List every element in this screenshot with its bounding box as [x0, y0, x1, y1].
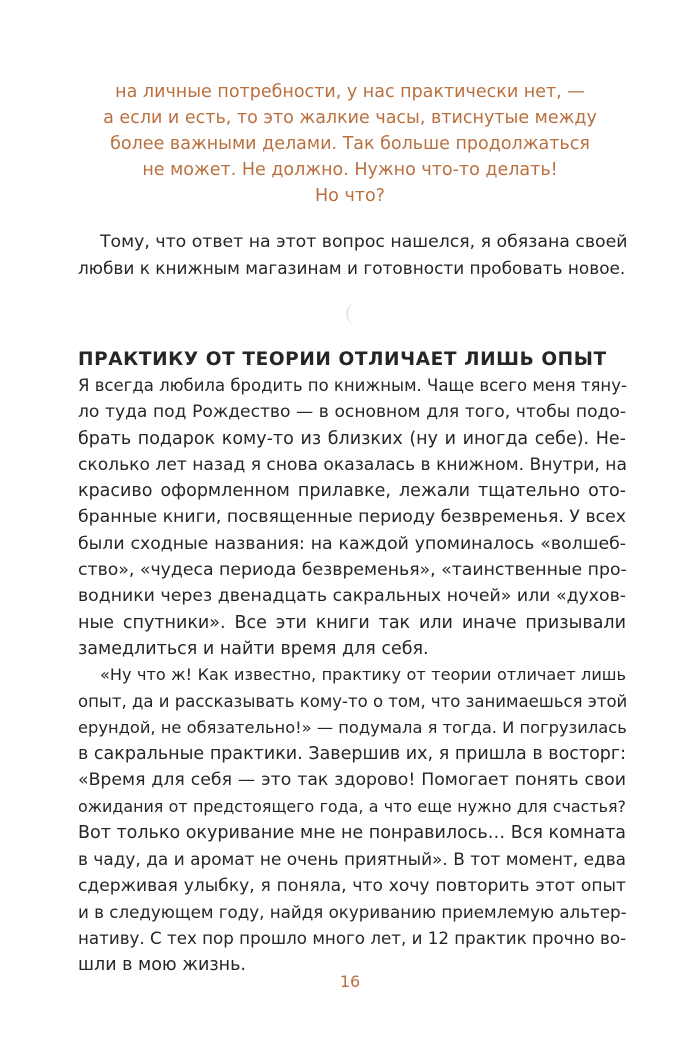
text-line: ерундой, не обязательно!» — подумала я тогда. И погрузилась: [78, 717, 627, 737]
body-text: [78, 373, 626, 978]
highlighted-quote: [100, 79, 600, 209]
quote-line: на личные потребности, у нас практически нет, —: [115, 82, 585, 102]
page-number: 16: [339, 972, 361, 991]
text-line: опыт, да и рассказывать кому-то о том, что занимаешься этой: [78, 691, 628, 711]
intro-paragraph: [78, 229, 626, 281]
text-line: и в следующем году, найдя окуриванию приемлемую альтер-: [78, 901, 627, 922]
text-line: брать подарок кому-то из близких (ну и иногда себе). Не-: [78, 428, 626, 449]
text-line: нативу. С тех пор прошло много лет, и 12 практик прочно во-: [78, 928, 627, 949]
text-line: сколько лет назад я снова оказалась в книжном. Внутри, на: [78, 454, 627, 475]
text-line: Вот только окуривание мне не понравилось… Вся комната: [78, 823, 627, 844]
text-line: «Ну что ж! Как известно, практику от теории отличает лишь: [100, 665, 626, 685]
intro-line: любви к книжным магазинам и готовности пробовать новое.: [78, 258, 626, 278]
text-line: в чаду, да и аромат не очень приятный». В тот момент, едва: [78, 849, 626, 870]
quote-line: более важными делами. Так больше продолжаться: [110, 134, 590, 154]
text-line: шли в мою жизнь.: [78, 954, 246, 975]
text-line: в сакральные практики. Завершив их, я пришла в восторг:: [78, 744, 626, 765]
text-line: ные спутники». Все эти книги так или иначе призывали: [78, 612, 626, 633]
text-line: красиво оформленном прилавке, лежали тщательно ото-: [78, 481, 626, 502]
text-line: замедлиться и найти время для себя.: [78, 638, 429, 659]
text-line: Я всегда любила бродить по книжным. Чаще всего меня тяну-: [78, 376, 627, 395]
text-line: «Время для себя — это так здорово! Помогает понять свои: [78, 770, 626, 791]
text-line: ожидания от предстоящего года, а что еще нужно для счастья?: [78, 796, 626, 816]
intro-line: Тому, что ответ на этот вопрос нашелся, я обязана своей: [100, 232, 628, 252]
crescent-moon-icon: [343, 301, 365, 327]
quote-line: Но что?: [315, 186, 385, 206]
text-line: бранные книги, посвященные периоду безвременья. У всех: [78, 507, 626, 528]
section-heading: ПРАКТИКУ ОТ ТЕОРИИ ОТЛИЧАЕТ ЛИШЬ ОПЫТ: [78, 349, 607, 370]
text-line: были сходные названия: на каждой упоминалось «волшеб-: [78, 533, 626, 554]
paragraph-2: [78, 662, 626, 978]
text-line: ло туда под Рождество — в основном для того, чтобы подо-: [78, 402, 626, 423]
text-line: сдерживая улыбку, я поняла, что хочу повторить этот опыт: [78, 875, 626, 896]
text-line: ство», «чудеса периода безвременья», «таинственные про-: [78, 560, 627, 581]
quote-line: не может. Не должно. Нужно что-то делать!: [142, 160, 558, 180]
text-line: водники через двенадцать сакральных ночей» или «духов-: [78, 586, 626, 607]
paragraph-1: [78, 373, 626, 662]
quote-line: а если и есть, то это жалкие часы, втиснутые между: [103, 108, 597, 128]
